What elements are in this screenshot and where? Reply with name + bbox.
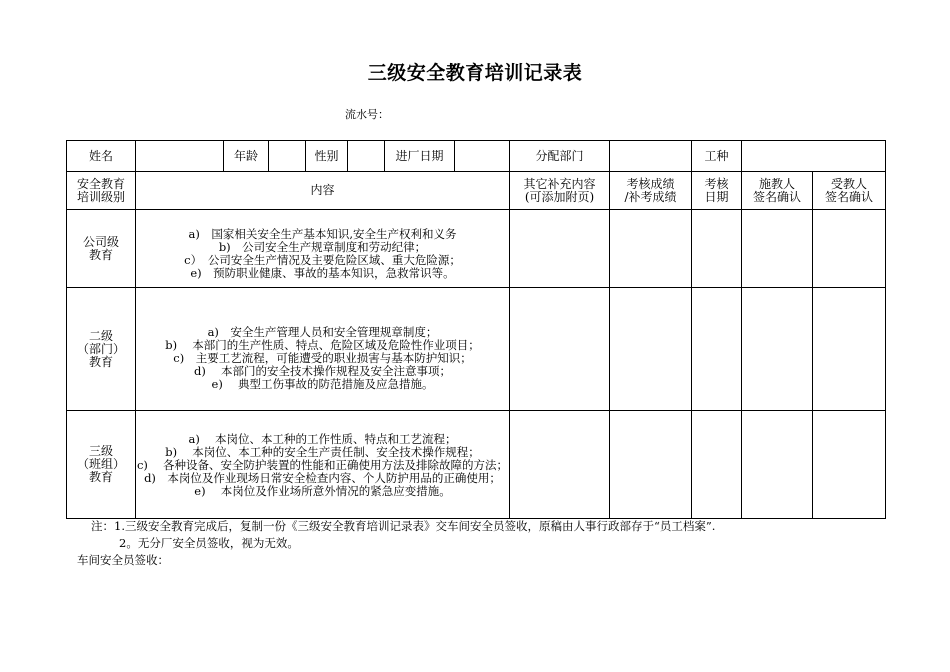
team-score-cell[interactable] (610, 411, 692, 519)
company-supplement-cell[interactable] (510, 210, 610, 288)
team-supplement-cell[interactable] (510, 411, 610, 519)
department-instructor-sign-cell[interactable] (742, 288, 813, 411)
department-field[interactable] (610, 141, 692, 172)
department-supplement-cell[interactable] (510, 288, 610, 411)
company-trainee-sign-cell[interactable] (813, 210, 886, 288)
team-level-content (136, 411, 510, 519)
company-level-row (67, 210, 886, 288)
job-type-field[interactable] (742, 141, 886, 172)
content-item: b) 公司安全生产规章制度和劳动纪律； (218, 239, 427, 254)
serial-number-label: 流水号： (345, 108, 389, 121)
job-type-label: 工种 (692, 141, 742, 172)
company-exam-date-cell[interactable] (692, 210, 742, 288)
level-header: 安全教育 培训级别 (67, 172, 136, 210)
team-trainee-sign-cell[interactable] (813, 411, 886, 519)
name-label: 姓名 (67, 141, 136, 172)
content-item: a) 本岗位、本工种的工作性质、特点和工艺流程； (188, 431, 457, 446)
age-label: 年龄 (224, 141, 269, 172)
instructor-sign-header: 施教人 签名确认 (742, 172, 813, 210)
page-title: 三级安全教育培训记录表 (367, 62, 583, 84)
training-record-table (66, 140, 886, 519)
department-level-row (67, 288, 886, 411)
entry-date-label: 进厂日期 (385, 141, 455, 172)
workshop-safety-officer-signature-label: 车间安全员签收： (77, 553, 169, 567)
team-exam-date-cell[interactable] (692, 411, 742, 519)
company-score-cell[interactable] (610, 210, 692, 288)
column-header-row (67, 172, 886, 210)
notes (91, 518, 715, 552)
department-exam-date-cell[interactable] (692, 288, 742, 411)
content-item: e) 典型工伤事故的防范措施及应急措施。 (211, 376, 434, 391)
entry-date-field[interactable] (455, 141, 510, 172)
content-item: b) 本岗位、本工种的安全生产责任制、安全技术操作规程； (165, 444, 480, 459)
team-level-label: 三级 （班组） 教育 (67, 411, 136, 519)
department-trainee-sign-cell[interactable] (813, 288, 886, 411)
score-header: 考核成绩 /补考成绩 (610, 172, 692, 210)
department-label: 分配部门 (510, 141, 610, 172)
content-item: d) 本岗位及作业现场日常安全检查内容、个人防护用品的正确使用； (144, 470, 501, 485)
content-item: e) 本岗位及作业场所意外情况的紧急应变措施。 (194, 483, 451, 498)
trainee-sign-header: 受教人 签名确认 (813, 172, 886, 210)
note-1: 注：1.三级安全教育完成后，复制一份《三级安全教育培训记录表》交车间安全员签收，原稿由人事行政部存于“员工档案”. (91, 519, 716, 533)
exam-date-header: 考核 日期 (692, 172, 742, 210)
content-item: b) 本部门的生产性质、特点、危险区域及危险性作业项目； (165, 337, 480, 352)
age-field[interactable] (269, 141, 306, 172)
content-item: a) 国家相关安全生产基本知识,安全生产权利和义务 (188, 226, 457, 241)
content-header: 内容 (136, 172, 510, 210)
name-field[interactable] (136, 141, 224, 172)
department-level-label: 二级 （部门） 教育 (67, 288, 136, 411)
team-instructor-sign-cell[interactable] (742, 411, 813, 519)
content-item: a) 安全生产管理人员和安全管理规章制度； (207, 324, 438, 339)
content-item: e) 预防职业健康、事故的基本知识，急救常识等。 (190, 265, 455, 280)
supplement-header: 其它补充内容 (可添加附页) (510, 172, 610, 210)
department-score-cell[interactable] (610, 288, 692, 411)
gender-field[interactable] (348, 141, 385, 172)
gender-label: 性别 (306, 141, 348, 172)
company-level-label: 公司级 教育 (67, 210, 136, 288)
personal-info-row (67, 141, 886, 172)
company-level-content (136, 210, 510, 288)
team-level-row (67, 411, 886, 519)
note-2: 2。无分厂安全员签收，视为无效。 (119, 536, 299, 550)
company-instructor-sign-cell[interactable] (742, 210, 813, 288)
department-level-content (136, 288, 510, 411)
content-item: c) 主要工艺流程，可能遭受的职业损害与基本防护知识； (173, 350, 472, 365)
content-item: c） 公司安全生产情况及主要危险区域、重大危险源； (184, 252, 461, 267)
content-item: c) 各种设备、安全防护装置的性能和正确使用方法及排除故障的方法； (136, 457, 509, 472)
content-item: d) 本部门的安全技术操作规程及安全注意事项； (193, 363, 451, 378)
